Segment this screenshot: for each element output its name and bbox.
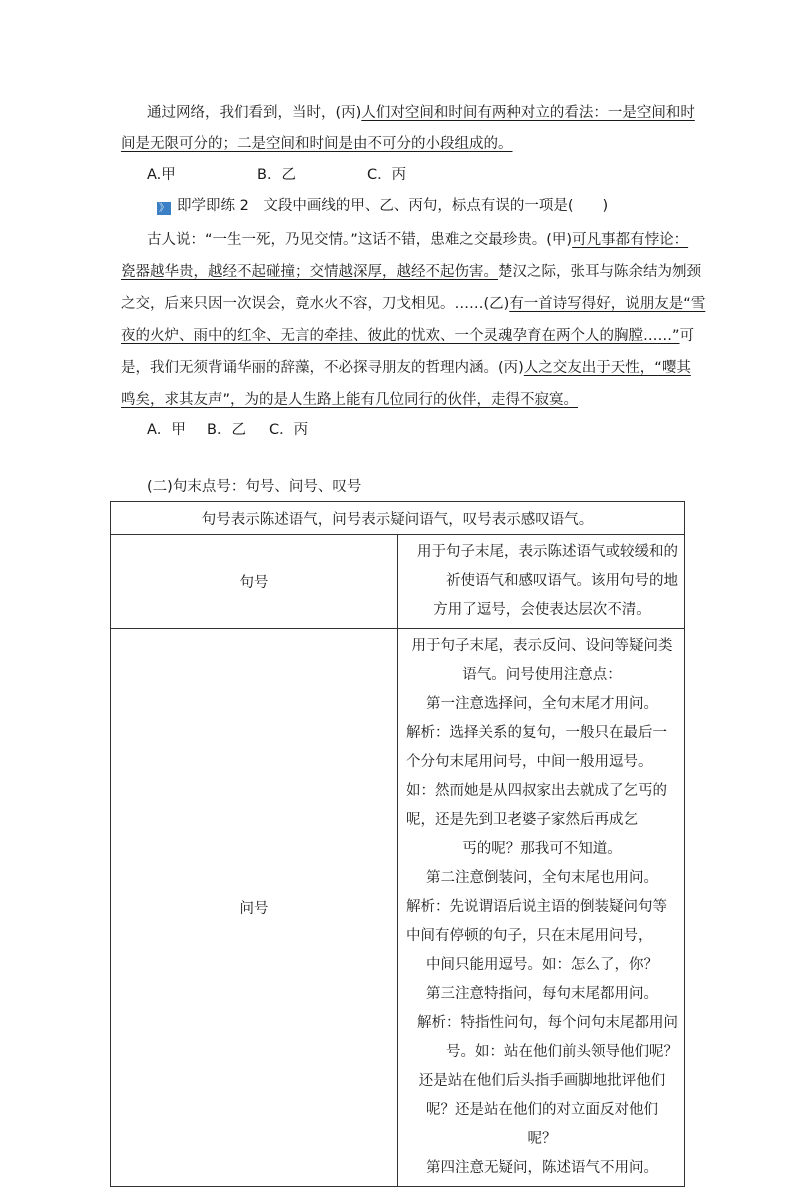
row-label-question: 问号 bbox=[111, 629, 398, 1187]
row-content-question bbox=[398, 629, 685, 1187]
content-line: 第四注意无疑问，陈述语气不用问。 bbox=[426, 1160, 658, 1176]
content-line: 用于句子末尾，表示反问、设问等疑问类语气。问号使用注意点： bbox=[411, 638, 673, 683]
underlined-sentence-bing: 人之交友出于天性，“嘤其 bbox=[523, 360, 691, 376]
section-heading: (二)句末点号：句号、问号、叹号 bbox=[147, 479, 362, 495]
underlined-sentence-bing: 人们对空间和时间有两种对立的看法：一是空间和时 bbox=[361, 105, 695, 121]
table-header: 句号表示陈述语气，问号表示疑问语气，叹号表示感叹语气。 bbox=[111, 502, 685, 535]
content-line: 解析：特指性问句，每个问句末尾都用问号。如：站在他们前头领导他们呢？ bbox=[417, 1015, 678, 1060]
underlined-sentence-bing: 鸣矣，求其友声”，为的是人生路上能有几位同行的伙伴，走得不寂寞。 bbox=[121, 392, 579, 408]
text-span: 古人说：“一生一死，乃见交情。”这话不错，患难之交最珍贵。(甲) bbox=[147, 232, 573, 248]
underlined-sentence-yi: 有一首诗写得好，说朋友是“雪 bbox=[509, 296, 706, 312]
row-content-period bbox=[398, 535, 685, 629]
answer-options bbox=[147, 420, 308, 440]
content-line: 解析：选择关系的复句，一般只在最后一个分句末尾用问号，中间一般用逗号。 bbox=[406, 725, 667, 770]
content-line: 呢？ bbox=[527, 1131, 557, 1147]
practice-title bbox=[157, 196, 608, 216]
option-b: B．乙 bbox=[207, 422, 246, 438]
underlined-sentence-yi: 夜的火炉、雨中的红伞、无言的牵挂、彼此的忧欢、一个灵魂孕育在两个人的胸膛……” bbox=[121, 328, 680, 344]
option-a: A.甲 bbox=[147, 167, 176, 183]
underlined-sentence-jia: 可凡事都有悖论： bbox=[572, 232, 689, 248]
text-span: 是，我们无须背诵华丽的辞藻，不必探寻朋友的哲理内涵。(丙) bbox=[121, 360, 524, 376]
text-span: 可 bbox=[679, 328, 695, 344]
paragraph-line bbox=[121, 294, 705, 314]
text-span: 之交，后来只因一次误会，竟水火不容，刀戈相见。……(乙) bbox=[121, 296, 510, 312]
paragraph-line bbox=[121, 262, 701, 282]
content-line: 第二注意倒装问，全句末尾也用问。 bbox=[426, 870, 658, 886]
underlined-sentence-bing: 间是无限可分的；二是空间和时间是由不可分的小段组成的。 bbox=[121, 136, 513, 152]
content-line: 中间只能用逗号。如：怎么了，你？ bbox=[426, 957, 658, 973]
practice-badge-icon: 》 bbox=[159, 203, 169, 214]
text-span: 楚汉之际，张耳与陈余结为刎颈 bbox=[498, 264, 701, 280]
text-span: 通过网络，我们看到，当时，(丙) bbox=[147, 105, 362, 121]
content-line: 如：然而她是从四叔家出去就成了乞丐的呢，还是先到卫老婆子家然后再成乞 bbox=[406, 783, 667, 828]
content-line: 用于句子末尾，表示陈述语气或较缓和的祈使语气和感叹语气。该用句号的地 bbox=[417, 544, 678, 589]
content-line: 第三注意特指问，每句末尾都用问。 bbox=[426, 986, 658, 1002]
practice-title-text: 即学即练 2 文段中画线的甲、乙、丙句，标点有误的一项是( ) bbox=[177, 198, 609, 214]
content-line: 丐的呢？那我可不知道。 bbox=[462, 841, 622, 857]
paragraph-line bbox=[147, 103, 695, 123]
option-c: C．丙 bbox=[269, 422, 309, 438]
paragraph-line bbox=[121, 134, 513, 154]
paragraph-line bbox=[147, 230, 688, 250]
option-a: A．甲 bbox=[147, 422, 186, 438]
table-row bbox=[111, 629, 685, 1187]
paragraph-line bbox=[121, 358, 691, 378]
option-b: B．乙 bbox=[257, 167, 296, 183]
option-c: C．丙 bbox=[367, 167, 407, 183]
content-line: 还是站在他们后头指手画脚地批评他们呢？还是站在他们的对立面反对他们 bbox=[418, 1073, 666, 1118]
row-label-period: 句号 bbox=[111, 535, 398, 629]
paragraph-line bbox=[121, 390, 578, 410]
table-row bbox=[111, 535, 685, 629]
content-line: 解析：先说谓语后说主语的倒装疑问句等中间有停顿的句子，只在末尾用问号， bbox=[406, 899, 667, 944]
underlined-sentence-jia: 瓷器越华贵，越经不起碰撞；交情越深厚，越经不起伤害。 bbox=[121, 264, 498, 280]
paragraph-line bbox=[121, 326, 694, 346]
punctuation-table bbox=[110, 501, 685, 1187]
content-line: 第一注意选择问，全句末尾才用问。 bbox=[426, 696, 658, 712]
answer-options bbox=[147, 165, 406, 185]
content-line: 方用了逗号，会使表达层次不清。 bbox=[433, 602, 651, 618]
